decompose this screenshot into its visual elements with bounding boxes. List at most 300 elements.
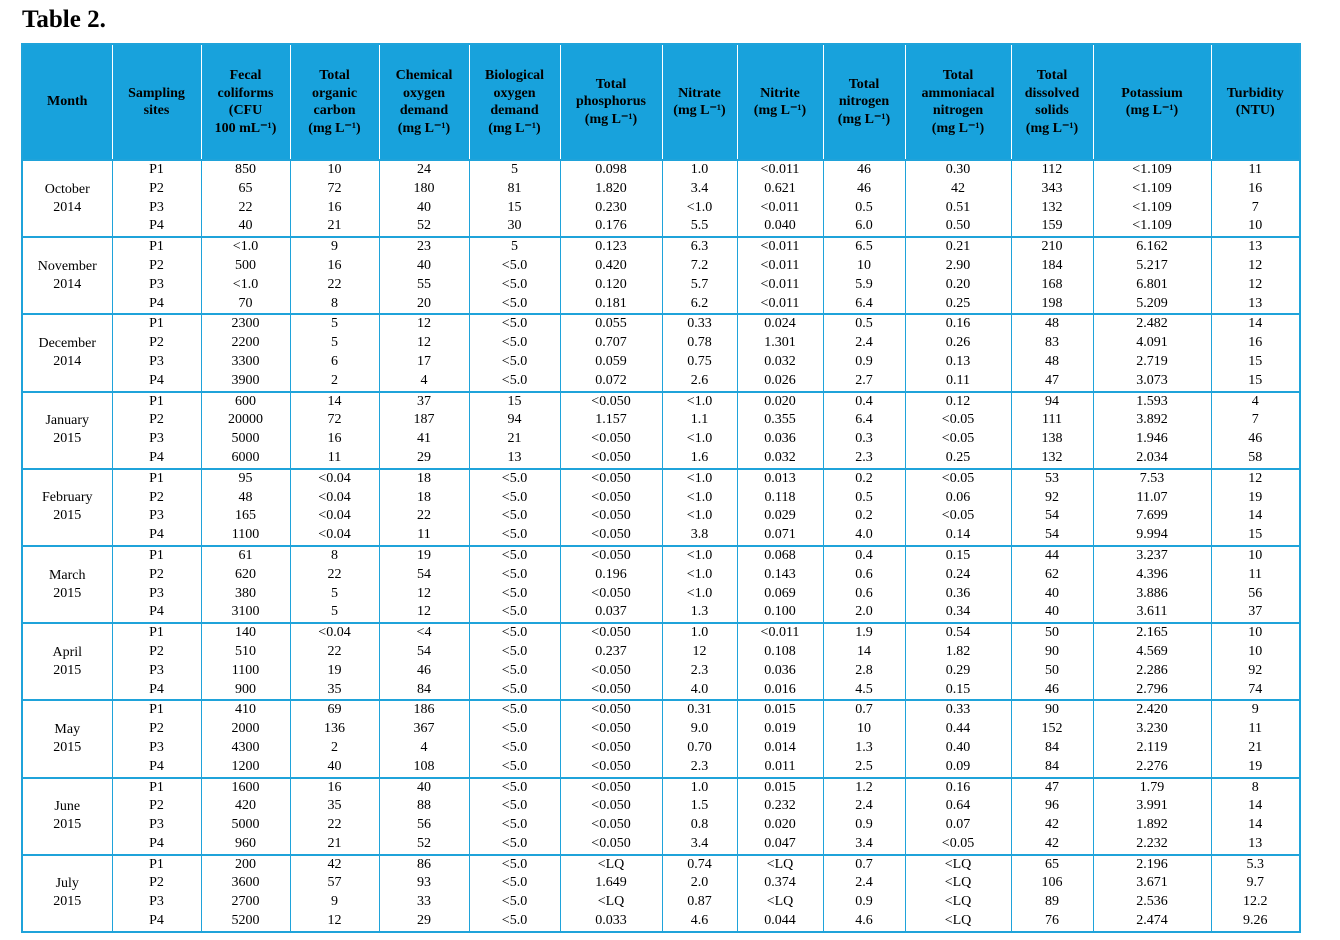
table-cell: 92 bbox=[1211, 662, 1300, 681]
table-cell: 0.032 bbox=[737, 449, 823, 469]
table-cell: 0.25 bbox=[905, 449, 1011, 469]
table-cell: 0.7 bbox=[823, 855, 905, 875]
table-row bbox=[22, 334, 1300, 353]
table-cell: <1.109 bbox=[1093, 217, 1211, 237]
table-cell: 3100 bbox=[201, 603, 290, 623]
table-cell: <0.011 bbox=[737, 199, 823, 218]
table-row bbox=[22, 778, 1300, 798]
table-row bbox=[22, 816, 1300, 835]
table-cell: 0.33 bbox=[662, 314, 737, 334]
table-cell: 54 bbox=[1011, 507, 1093, 526]
table-cell: 16 bbox=[290, 778, 379, 798]
table-cell: 1.946 bbox=[1093, 430, 1211, 449]
table-cell: 0.374 bbox=[737, 874, 823, 893]
table-cell: 1.0 bbox=[662, 160, 737, 180]
table-cell: 84 bbox=[379, 681, 469, 701]
table-cell: P2 bbox=[112, 334, 201, 353]
table-cell: 5 bbox=[290, 603, 379, 623]
table-cell: 4.6 bbox=[662, 912, 737, 932]
table-cell: 5 bbox=[290, 334, 379, 353]
table-cell: 4 bbox=[379, 739, 469, 758]
table-cell: 198 bbox=[1011, 295, 1093, 315]
table-cell: <0.050 bbox=[560, 449, 662, 469]
table-cell: 0.033 bbox=[560, 912, 662, 932]
column-header-line: (mg L⁻¹) bbox=[488, 120, 541, 136]
table-cell: 1.2 bbox=[823, 778, 905, 798]
table-cell: <0.05 bbox=[905, 469, 1011, 489]
table-cell: 2.719 bbox=[1093, 353, 1211, 372]
table-cell: 12 bbox=[1211, 257, 1300, 276]
table-cell: 380 bbox=[201, 585, 290, 604]
table-cell: 5 bbox=[290, 585, 379, 604]
table-row bbox=[22, 295, 1300, 315]
table-cell: 11 bbox=[1211, 160, 1300, 180]
table-cell: 0.015 bbox=[737, 778, 823, 798]
table-cell: 5.7 bbox=[662, 276, 737, 295]
table-cell: 13 bbox=[1211, 295, 1300, 315]
table-cell: 23 bbox=[379, 237, 469, 257]
table-cell: <1.0 bbox=[662, 507, 737, 526]
table-cell: 200 bbox=[201, 855, 290, 875]
column-header-line: sites bbox=[143, 103, 170, 118]
table-cell: 90 bbox=[1011, 643, 1093, 662]
table-cell: 0.4 bbox=[823, 392, 905, 412]
table-cell: 62 bbox=[1011, 566, 1093, 585]
table-cell: P1 bbox=[112, 778, 201, 798]
table-cell: 88 bbox=[379, 797, 469, 816]
table-cell: <0.04 bbox=[290, 507, 379, 526]
table-cell: <5.0 bbox=[469, 507, 560, 526]
table-cell: P2 bbox=[112, 411, 201, 430]
table-cell: 11 bbox=[290, 449, 379, 469]
column-header bbox=[290, 44, 379, 160]
table-cell: 3.4 bbox=[662, 180, 737, 199]
table-cell: <5.0 bbox=[469, 276, 560, 295]
table-cell: 187 bbox=[379, 411, 469, 430]
table-cell: 3.886 bbox=[1093, 585, 1211, 604]
table-cell: 5 bbox=[469, 237, 560, 257]
month-name: February bbox=[41, 490, 93, 506]
table-cell: 6.801 bbox=[1093, 276, 1211, 295]
table-cell: 40 bbox=[379, 257, 469, 276]
month-year: 2015 bbox=[53, 585, 82, 601]
table-cell: 2.4 bbox=[823, 874, 905, 893]
table-cell: 0.34 bbox=[905, 603, 1011, 623]
month-year: 2014 bbox=[53, 199, 82, 215]
table-cell: 4.569 bbox=[1093, 643, 1211, 662]
table-cell: 9.994 bbox=[1093, 526, 1211, 546]
column-header-line: demand bbox=[490, 103, 539, 118]
column-header-line: Total bbox=[1036, 68, 1068, 83]
table-cell: 46 bbox=[379, 662, 469, 681]
table-row bbox=[22, 411, 1300, 430]
table-cell: 12 bbox=[379, 603, 469, 623]
table-cell: 0.51 bbox=[905, 199, 1011, 218]
table-cell: P1 bbox=[112, 855, 201, 875]
table-cell: 0.87 bbox=[662, 893, 737, 912]
table-cell: <1.0 bbox=[201, 237, 290, 257]
table-cell: P2 bbox=[112, 643, 201, 662]
table-cell: 0.8 bbox=[662, 816, 737, 835]
table-cell: <0.05 bbox=[905, 411, 1011, 430]
table-row bbox=[22, 662, 1300, 681]
table-cell: 48 bbox=[1011, 353, 1093, 372]
table-cell: 4.396 bbox=[1093, 566, 1211, 585]
table-cell: <0.050 bbox=[560, 526, 662, 546]
table-cell: 58 bbox=[1211, 449, 1300, 469]
table-cell: 61 bbox=[201, 546, 290, 566]
table-cell: 29 bbox=[379, 449, 469, 469]
month-year: 2014 bbox=[53, 276, 82, 292]
table-cell: 3.073 bbox=[1093, 372, 1211, 392]
table-cell: 0.11 bbox=[905, 372, 1011, 392]
table-cell: 2.196 bbox=[1093, 855, 1211, 875]
table-cell: <0.011 bbox=[737, 237, 823, 257]
column-header-line: (mg L⁻¹) bbox=[753, 103, 807, 118]
table-cell: 40 bbox=[1011, 585, 1093, 604]
table-cell: <5.0 bbox=[469, 835, 560, 855]
table-cell: 0.024 bbox=[737, 314, 823, 334]
table-cell: 0.5 bbox=[823, 314, 905, 334]
table-cell: <5.0 bbox=[469, 855, 560, 875]
column-header-line: ammoniacal bbox=[921, 85, 995, 101]
table-cell: 4 bbox=[1211, 392, 1300, 412]
table-cell: <5.0 bbox=[469, 816, 560, 835]
table-cell: 0.36 bbox=[905, 585, 1011, 604]
table-cell: P4 bbox=[112, 603, 201, 623]
table-cell: <0.011 bbox=[737, 623, 823, 643]
table-cell: 7 bbox=[1211, 411, 1300, 430]
month-year: 2015 bbox=[53, 817, 82, 833]
table-cell: <5.0 bbox=[469, 334, 560, 353]
table-cell: 0.036 bbox=[737, 662, 823, 681]
column-header-line: (mg L⁻¹) bbox=[584, 111, 638, 127]
table-cell: 22 bbox=[201, 199, 290, 218]
table-cell: 0.64 bbox=[905, 797, 1011, 816]
table-cell: 12.2 bbox=[1211, 893, 1300, 912]
table-cell: <0.04 bbox=[290, 526, 379, 546]
table-cell: P2 bbox=[112, 874, 201, 893]
table-cell: <1.0 bbox=[662, 469, 737, 489]
table-row bbox=[22, 700, 1300, 720]
table-cell: 21 bbox=[290, 217, 379, 237]
table-cell: 20 bbox=[379, 295, 469, 315]
table-cell: <5.0 bbox=[469, 295, 560, 315]
table-cell: <1.0 bbox=[662, 199, 737, 218]
table-cell: <5.0 bbox=[469, 585, 560, 604]
table-cell: 16 bbox=[1211, 180, 1300, 199]
table-cell: 0.026 bbox=[737, 372, 823, 392]
table-cell: P4 bbox=[112, 449, 201, 469]
table-cell: <0.050 bbox=[560, 797, 662, 816]
table-cell: 12 bbox=[290, 912, 379, 932]
table-cell: 0.011 bbox=[737, 758, 823, 778]
table-cell: <5.0 bbox=[469, 893, 560, 912]
table-cell: <5.0 bbox=[469, 874, 560, 893]
table-cell: 132 bbox=[1011, 449, 1093, 469]
table-cell: <1.0 bbox=[662, 585, 737, 604]
column-header bbox=[905, 44, 1011, 160]
table-cell: 92 bbox=[1011, 489, 1093, 508]
table-cell: 1.3 bbox=[662, 603, 737, 623]
table-cell: 52 bbox=[379, 217, 469, 237]
table-cell: <0.050 bbox=[560, 585, 662, 604]
table-row bbox=[22, 180, 1300, 199]
table-cell: 0.621 bbox=[737, 180, 823, 199]
table-cell: 0.2 bbox=[823, 469, 905, 489]
table-cell: 48 bbox=[1011, 314, 1093, 334]
table-cell: 44 bbox=[1011, 546, 1093, 566]
table-row bbox=[22, 739, 1300, 758]
table-row bbox=[22, 160, 1300, 180]
table-cell: 0.036 bbox=[737, 430, 823, 449]
table-cell: 22 bbox=[290, 276, 379, 295]
table-cell: 46 bbox=[1211, 430, 1300, 449]
column-header-line: (mg L⁻¹) bbox=[397, 120, 451, 136]
table-cell: 3.892 bbox=[1093, 411, 1211, 430]
table-row bbox=[22, 912, 1300, 932]
table-cell: <0.050 bbox=[560, 816, 662, 835]
table-cell: 500 bbox=[201, 257, 290, 276]
table-cell: 30 bbox=[469, 217, 560, 237]
table-cell: P3 bbox=[112, 276, 201, 295]
column-header-line: demand bbox=[399, 103, 449, 118]
column-header-line: (mg L⁻¹) bbox=[837, 111, 891, 127]
table-cell: 0.100 bbox=[737, 603, 823, 623]
table-cell: 89 bbox=[1011, 893, 1093, 912]
table-cell: 0.143 bbox=[737, 566, 823, 585]
table-cell: 5 bbox=[290, 314, 379, 334]
table-title: Table 2. bbox=[22, 6, 106, 33]
table-cell: 50 bbox=[1011, 623, 1093, 643]
table-cell: 0.25 bbox=[905, 295, 1011, 315]
column-header-line: nitrogen bbox=[932, 103, 984, 118]
table-row bbox=[22, 314, 1300, 334]
table-cell: 54 bbox=[1011, 526, 1093, 546]
column-header-line: nitrogen bbox=[838, 94, 890, 110]
table-row bbox=[22, 526, 1300, 546]
table-cell: 10 bbox=[1211, 217, 1300, 237]
table-cell: P4 bbox=[112, 372, 201, 392]
table-cell: 4.091 bbox=[1093, 334, 1211, 353]
table-cell: <1.109 bbox=[1093, 160, 1211, 180]
table-cell: 21 bbox=[290, 835, 379, 855]
table-cell: 159 bbox=[1011, 217, 1093, 237]
table-cell: 14 bbox=[823, 643, 905, 662]
column-header-line: (mg L⁻¹) bbox=[1125, 103, 1179, 118]
table-row bbox=[22, 372, 1300, 392]
table-cell: <0.04 bbox=[290, 623, 379, 643]
column-header-line: organic bbox=[311, 85, 358, 101]
table-row bbox=[22, 449, 1300, 469]
table-cell: 12 bbox=[662, 643, 737, 662]
table-cell: 0.040 bbox=[737, 217, 823, 237]
table-cell: 6.5 bbox=[823, 237, 905, 257]
table-cell: 35 bbox=[290, 681, 379, 701]
table-cell: 0.44 bbox=[905, 720, 1011, 739]
table-cell: 12 bbox=[379, 314, 469, 334]
table-cell: 29 bbox=[379, 912, 469, 932]
column-header-line: oxygen bbox=[493, 85, 536, 101]
table-header bbox=[22, 44, 1300, 160]
table-cell: 900 bbox=[201, 681, 290, 701]
table-cell: 0.5 bbox=[823, 199, 905, 218]
table-cell: 0.237 bbox=[560, 643, 662, 662]
table-cell: 0.54 bbox=[905, 623, 1011, 643]
water-quality-table bbox=[21, 43, 1301, 933]
month-year: 2014 bbox=[53, 353, 82, 369]
table-cell: 2700 bbox=[201, 893, 290, 912]
table-cell: 22 bbox=[379, 507, 469, 526]
table-cell: P4 bbox=[112, 681, 201, 701]
table-row bbox=[22, 797, 1300, 816]
table-cell: <5.0 bbox=[469, 643, 560, 662]
table-cell: 0.09 bbox=[905, 758, 1011, 778]
table-cell: 15 bbox=[1211, 526, 1300, 546]
table-cell: P4 bbox=[112, 912, 201, 932]
table-cell: 9 bbox=[290, 893, 379, 912]
table-cell: <LQ bbox=[905, 893, 1011, 912]
table-cell: 2.8 bbox=[823, 662, 905, 681]
table-cell: P1 bbox=[112, 700, 201, 720]
table-cell: 0.072 bbox=[560, 372, 662, 392]
column-header-line: Turbidity bbox=[1226, 85, 1284, 101]
table-cell: 11 bbox=[379, 526, 469, 546]
table-row bbox=[22, 720, 1300, 739]
column-header bbox=[22, 44, 112, 160]
table-cell: 2.6 bbox=[662, 372, 737, 392]
table-cell: 56 bbox=[379, 816, 469, 835]
table-cell: <0.04 bbox=[290, 489, 379, 508]
table-cell: 2.474 bbox=[1093, 912, 1211, 932]
table-cell: 5.9 bbox=[823, 276, 905, 295]
table-cell: 41 bbox=[379, 430, 469, 449]
table-cell: 21 bbox=[1211, 739, 1300, 758]
column-header bbox=[1093, 44, 1211, 160]
table-cell: 72 bbox=[290, 411, 379, 430]
table-cell: <LQ bbox=[905, 912, 1011, 932]
table-cell: 96 bbox=[1011, 797, 1093, 816]
table-row bbox=[22, 874, 1300, 893]
table-cell: 0.019 bbox=[737, 720, 823, 739]
table-cell: 3600 bbox=[201, 874, 290, 893]
table-cell: 410 bbox=[201, 700, 290, 720]
table-cell: 3300 bbox=[201, 353, 290, 372]
table-cell: 4 bbox=[379, 372, 469, 392]
table-cell: 0.120 bbox=[560, 276, 662, 295]
table-cell: 22 bbox=[290, 643, 379, 662]
table-row bbox=[22, 489, 1300, 508]
month-cell bbox=[22, 700, 112, 777]
table-cell: 9.26 bbox=[1211, 912, 1300, 932]
table-cell: 20000 bbox=[201, 411, 290, 430]
table-cell: 168 bbox=[1011, 276, 1093, 295]
table-cell: <5.0 bbox=[469, 700, 560, 720]
table-cell: 7 bbox=[1211, 199, 1300, 218]
table-row bbox=[22, 199, 1300, 218]
table-cell: 2.796 bbox=[1093, 681, 1211, 701]
table-cell: 9 bbox=[290, 237, 379, 257]
table-cell: 7.699 bbox=[1093, 507, 1211, 526]
month-name: January bbox=[45, 413, 90, 429]
table-cell: 22 bbox=[290, 816, 379, 835]
month-name: December bbox=[38, 335, 97, 351]
month-name: June bbox=[54, 799, 81, 815]
table-cell: 0.6 bbox=[823, 566, 905, 585]
table-cell: 1.9 bbox=[823, 623, 905, 643]
table-cell: <LQ bbox=[737, 893, 823, 912]
table-cell: <0.011 bbox=[737, 295, 823, 315]
table-cell: 5.209 bbox=[1093, 295, 1211, 315]
table-cell: 16 bbox=[290, 430, 379, 449]
table-cell: 0.78 bbox=[662, 334, 737, 353]
table-cell: 0.196 bbox=[560, 566, 662, 585]
table-cell: 12 bbox=[379, 585, 469, 604]
table-cell: 6.162 bbox=[1093, 237, 1211, 257]
table-cell: <5.0 bbox=[469, 758, 560, 778]
table-cell: 3.230 bbox=[1093, 720, 1211, 739]
table-row bbox=[22, 835, 1300, 855]
table-cell: <0.04 bbox=[290, 469, 379, 489]
column-header-line: dissolved bbox=[1024, 85, 1080, 101]
table-cell: 22 bbox=[290, 566, 379, 585]
table-cell: 11 bbox=[1211, 720, 1300, 739]
table-cell: <0.011 bbox=[737, 276, 823, 295]
table-cell: 2.4 bbox=[823, 334, 905, 353]
table-cell: <1.109 bbox=[1093, 199, 1211, 218]
table-cell: 0.50 bbox=[905, 217, 1011, 237]
table-cell: 2300 bbox=[201, 314, 290, 334]
table-cell: 35 bbox=[290, 797, 379, 816]
table-cell: 106 bbox=[1011, 874, 1093, 893]
table-cell: 5.3 bbox=[1211, 855, 1300, 875]
table-cell: 50 bbox=[1011, 662, 1093, 681]
column-header-line: Chemical bbox=[395, 68, 453, 83]
table-cell: <5.0 bbox=[469, 314, 560, 334]
table-cell: 4.0 bbox=[662, 681, 737, 701]
table-cell: 0.29 bbox=[905, 662, 1011, 681]
table-cell: <0.011 bbox=[737, 257, 823, 276]
table-cell: 94 bbox=[469, 411, 560, 430]
table-cell: 850 bbox=[201, 160, 290, 180]
table-cell: 46 bbox=[823, 160, 905, 180]
table-cell: 1.820 bbox=[560, 180, 662, 199]
table-cell: 0.30 bbox=[905, 160, 1011, 180]
table-cell: 47 bbox=[1011, 372, 1093, 392]
table-cell: 0.108 bbox=[737, 643, 823, 662]
table-cell: 1600 bbox=[201, 778, 290, 798]
table-cell: 1100 bbox=[201, 662, 290, 681]
table-cell: <0.011 bbox=[737, 160, 823, 180]
table-cell: 0.020 bbox=[737, 392, 823, 412]
table-cell: 0.7 bbox=[823, 700, 905, 720]
table-cell: 0.12 bbox=[905, 392, 1011, 412]
table-cell: 0.707 bbox=[560, 334, 662, 353]
table-cell: <0.050 bbox=[560, 662, 662, 681]
table-cell: 2.482 bbox=[1093, 314, 1211, 334]
month-name: July bbox=[55, 876, 79, 892]
table-cell: <1.0 bbox=[662, 566, 737, 585]
table-cell: 960 bbox=[201, 835, 290, 855]
table-cell: 90 bbox=[1011, 700, 1093, 720]
table-cell: 53 bbox=[1011, 469, 1093, 489]
table-cell: 1.1 bbox=[662, 411, 737, 430]
table-cell: 2.90 bbox=[905, 257, 1011, 276]
table-cell: 1.5 bbox=[662, 797, 737, 816]
table-cell: 0.9 bbox=[823, 816, 905, 835]
table-cell: <0.050 bbox=[560, 700, 662, 720]
table-cell: <5.0 bbox=[469, 623, 560, 643]
